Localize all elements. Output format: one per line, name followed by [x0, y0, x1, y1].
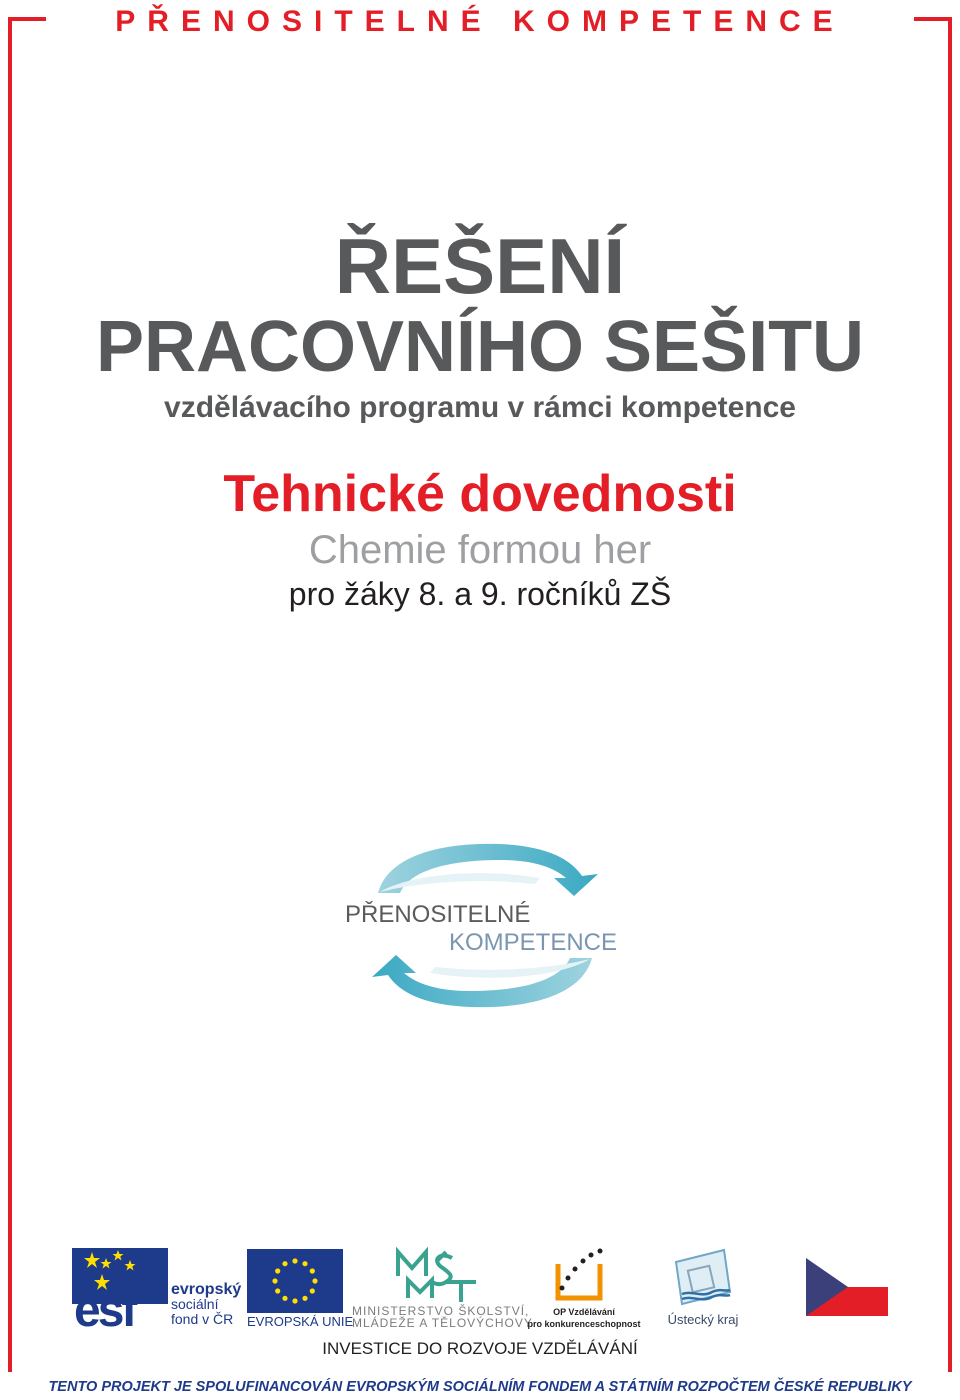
eu-label: EVROPSKÁ UNIE	[247, 1314, 354, 1329]
cover-title-line2: PRACOVNÍHO SEŠITU	[95, 307, 865, 387]
center-logo-line2: KOMPETENCE	[449, 929, 618, 956]
ustecky-kraj-logo-icon	[670, 1248, 734, 1310]
svg-text:esf: esf	[74, 1284, 135, 1328]
program-header: PŘENOSITELNÉ KOMPETENCE	[115, 5, 845, 38]
msmt-logo-icon	[394, 1246, 480, 1304]
funding-footer: TENTO PROJEKT JE SPOLUFINANCOVÁN EVROPSKÝM SOCIÁLNÍM FONDEM A STÁTNÍM ROZPOČTEM ČESKÉ REPUBLIKY	[48, 1379, 912, 1395]
op-label-line2: pro konkurenceschopnost	[527, 1319, 641, 1329]
msmt-label	[352, 1305, 533, 1329]
course-name: Chemie formou her	[308, 528, 652, 572]
center-logo-line1: PŘENOSITELNÉ	[345, 901, 531, 928]
frame-left-border	[8, 17, 12, 1372]
esf-logo-icon	[72, 1248, 168, 1328]
czech-flag-icon	[806, 1258, 888, 1316]
esf-label-line3: fond v ČR	[171, 1311, 234, 1327]
investice-slogan: INVESTICE DO ROZVOJE VZDĚLÁVÁNÍ	[322, 1339, 638, 1358]
op-label-line1: OP Vzdělávání	[553, 1307, 615, 1317]
eu-flag-icon	[247, 1249, 343, 1313]
competence-name: Tehnické dovednosti	[223, 465, 737, 523]
esf-label-line2: sociální	[171, 1296, 219, 1312]
cover-title-line1: ŘEŠENÍ	[334, 222, 626, 310]
cover-subtitle: vzdělávacího programu v rámci kompetence	[164, 391, 796, 424]
ustecky-kraj-label: Ústecký kraj	[667, 1312, 739, 1327]
msmt-label-line2: MLÁDEŽE A TĚLOVÝCHOVY	[352, 1316, 533, 1330]
op-vzdelavani-label	[520, 1306, 648, 1330]
op-vzdelavani-logo-icon	[550, 1248, 610, 1304]
esf-label-line1: evropský	[171, 1281, 242, 1298]
esf-label	[171, 1282, 241, 1327]
frame-right-border	[948, 17, 952, 1372]
msmt-label-line1: MINISTERSTVO ŠKOLSTVÍ,	[352, 1304, 530, 1318]
target-audience: pro žáky 8. a 9. ročníků ZŠ	[288, 576, 672, 612]
